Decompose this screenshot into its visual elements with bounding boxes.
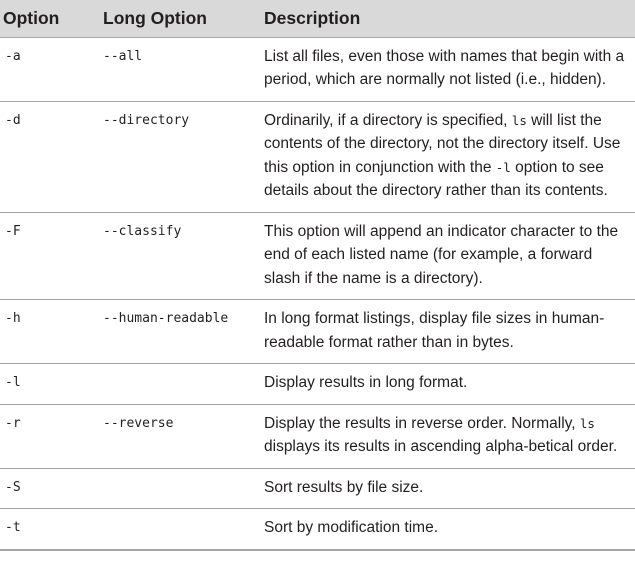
description-segment: This option will append an indicator character to the end of each listed name (for example, a forward slash if the name is a directory). <box>264 222 619 287</box>
description-segment: Sort results by file size. <box>264 478 424 496</box>
description-segment: Ordinarily, if a directory is specified, <box>264 111 512 129</box>
description-text <box>264 364 635 404</box>
description-cell <box>264 364 635 405</box>
option-cell <box>0 37 103 101</box>
description-text <box>264 469 635 509</box>
description-text <box>264 213 635 300</box>
description-cell <box>264 300 635 364</box>
description-segment: List all files, even those with names that begin with a period, which are normally not listed (i.e., hidden). <box>264 47 625 88</box>
description-segment: In long format listings, display file sizes in human-readable format rather than in bytes. <box>264 310 605 351</box>
long-option-cell <box>103 212 264 300</box>
table-header <box>0 0 635 37</box>
short-option: -S <box>5 479 21 495</box>
long-option: --human-readable <box>103 311 229 326</box>
table-row <box>0 364 635 405</box>
short-option: -t <box>5 520 21 535</box>
option-cell <box>0 509 103 550</box>
description-cell <box>264 212 635 300</box>
table-row <box>0 468 635 509</box>
option-cell <box>0 101 103 212</box>
short-option: -a <box>5 48 21 64</box>
table-row <box>0 37 635 101</box>
description-segment: Display results in long format. <box>264 374 468 391</box>
description-text <box>264 405 635 468</box>
table-row <box>0 101 635 212</box>
option-cell <box>0 404 103 468</box>
description-segment: will list the contents of the directory, not the directory itself. Use this option in conjunction with the <box>264 111 621 176</box>
table-row <box>0 404 635 468</box>
description-segment: displays its results in ascending alpha-betical order. <box>264 438 618 455</box>
long-option <box>103 364 264 375</box>
long-option-cell <box>103 37 264 101</box>
long-option: --classify <box>103 223 182 239</box>
short-option: -F <box>5 223 21 239</box>
header-row <box>0 0 635 37</box>
option-cell <box>0 212 103 300</box>
description-text <box>264 38 635 101</box>
description-cell <box>264 37 635 101</box>
description-cell <box>264 404 635 468</box>
long-option-cell <box>103 300 264 364</box>
inline-code: ls <box>579 415 595 431</box>
description-text <box>264 102 635 212</box>
option-cell <box>0 468 103 509</box>
short-option: -h <box>5 311 21 326</box>
long-option <box>103 509 264 520</box>
short-option: -d <box>5 112 21 128</box>
short-option: -r <box>5 415 21 431</box>
description-text <box>264 300 635 363</box>
inline-code: -l <box>495 159 511 175</box>
table-row <box>0 509 635 550</box>
long-option: --reverse <box>103 415 174 431</box>
description-segment: Sort by modification time. <box>264 519 439 536</box>
table-body <box>0 37 635 550</box>
long-option-cell <box>103 404 264 468</box>
long-option: --all <box>103 48 143 64</box>
long-option: --directory <box>103 112 190 128</box>
long-option <box>103 469 264 480</box>
table-row <box>0 212 635 300</box>
description-segment: option to see details about the directory rather than its contents. <box>264 158 608 199</box>
header-long-option: Long Option <box>103 0 264 37</box>
long-option-cell <box>103 364 264 405</box>
option-cell <box>0 364 103 405</box>
description-text <box>264 509 635 549</box>
long-option-cell <box>103 509 264 550</box>
option-cell <box>0 300 103 364</box>
description-segment: Display the results in reverse order. Normally, <box>264 414 580 432</box>
description-cell <box>264 468 635 509</box>
description-cell <box>264 509 635 550</box>
table-row <box>0 300 635 364</box>
header-description: Description <box>264 0 635 37</box>
header-option: Option <box>0 0 103 37</box>
long-option-cell <box>103 468 264 509</box>
short-option: -l <box>5 375 21 390</box>
long-option-cell <box>103 101 264 212</box>
inline-code: ls <box>511 112 527 128</box>
description-cell <box>264 101 635 212</box>
